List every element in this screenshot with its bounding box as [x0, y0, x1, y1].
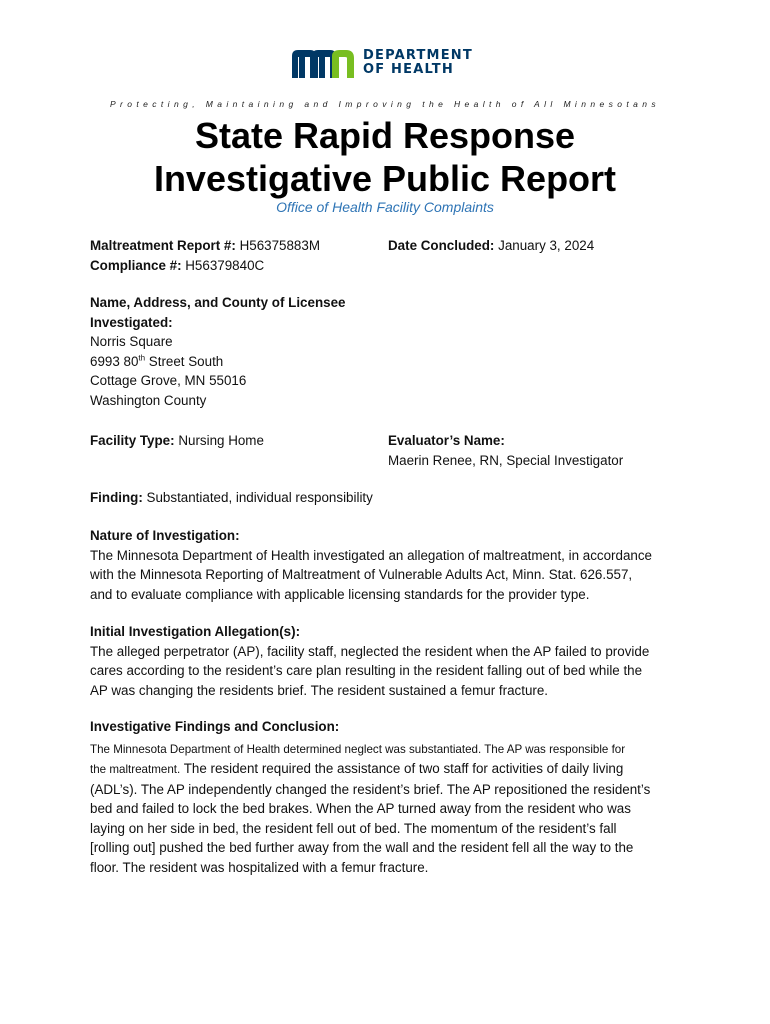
evaluator-value: Maerin Renee, RN, Special Investigator: [388, 452, 624, 468]
date-label: Date Concluded:: [388, 238, 495, 253]
logo-line-of-health: OF HEALTH: [363, 62, 454, 77]
maltreatment-report-field: [90, 236, 320, 256]
licensee-label-line-1: Name, Address, and County of Licensee: [90, 295, 346, 310]
allegation-heading: Initial Investigation Allegation(s):: [90, 624, 301, 639]
logo-wordmark: [363, 49, 483, 77]
licensee-block: [90, 293, 345, 410]
licensee-label-line-2: Investigated:: [90, 314, 173, 330]
licensee-city: Cottage Grove, MN 55016: [90, 373, 247, 388]
evaluator-label: Evaluator’s Name:: [388, 433, 505, 448]
paragraph-line: (ADL’s). The AP independently changed the resident’s brief. The AP repositioned the resident’s: [90, 781, 651, 797]
licensee-county: Washington County: [90, 392, 207, 408]
facility-type-value: Nursing Home: [178, 433, 264, 448]
report-title: [0, 114, 770, 200]
tagline: Protecting, Maintaining and Improving the Health of All Minnesotans: [109, 99, 661, 109]
paragraph-line: AP was changing the residents brief. The resident sustained a femur fracture.: [90, 682, 549, 698]
nature-heading: Nature of Investigation:: [90, 528, 240, 543]
licensee-name: Norris Square: [90, 334, 173, 349]
findings-heading: Investigative Findings and Conclusion:: [90, 719, 340, 734]
paragraph-line: The alleged perpetrator (AP), facility staff, neglected the resident when the AP failed to provide: [90, 643, 650, 659]
facility-type-label: Facility Type:: [90, 433, 175, 448]
compliance-value: H56379840C: [185, 258, 265, 273]
title-line-1: State Rapid Response: [194, 115, 576, 156]
paragraph-line: the maltreatment. The resident required the assistance of two staff for activities of daily living: [90, 761, 624, 776]
findings-section: [90, 717, 690, 877]
date-concluded-field: [388, 236, 594, 256]
date-value: January 3, 2024: [498, 238, 595, 253]
paragraph-line: floor. The resident was hospitalized with a femur fracture.: [90, 859, 429, 875]
paragraph-line: laying on her side in bed, the resident fell out of bed. The momentum of the resident’s fall: [90, 820, 617, 836]
nature-section: [90, 526, 690, 604]
title-line-2: Investigative Public Report: [153, 158, 617, 199]
paragraph-line: [rolling out] pushed the bed further away from the wall and the resident fell all the way to the: [90, 840, 634, 855]
finding-field: [90, 488, 373, 508]
paragraph-line: with the Minnesota Reporting of Maltreatment of Vulnerable Adults Act, Minn. Stat. 626.557,: [90, 567, 633, 582]
facility-type-field: [90, 431, 264, 451]
paragraph-line: The Minnesota Department of Health determined neglect was substantiated. The AP was responsible for: [90, 742, 626, 756]
paragraph-line: and to evaluate compliance with applicable licensing standards for the provider type.: [90, 586, 590, 602]
finding-label: Finding:: [90, 490, 143, 505]
maltreatment-value: H56375883M: [239, 238, 320, 253]
licensee-address: 6993 80th Street South: [90, 353, 224, 369]
maltreatment-label: Maltreatment Report #:: [90, 238, 236, 253]
report-subtitle: Office of Health Facility Complaints: [276, 199, 494, 215]
finding-value: Substantiated, individual responsibility: [146, 490, 373, 505]
mn-logo-mark-icon: [290, 48, 356, 80]
evaluator-field: [388, 431, 623, 470]
logo-line-department: DEPARTMENT: [363, 48, 473, 63]
paragraph-line: The Minnesota Department of Health investigated an allegation of maltreatment, in accordance: [90, 547, 652, 563]
paragraph-line: bed and failed to lock the bed brakes. When the AP turned away from the resident who was: [90, 801, 631, 816]
compliance-label: Compliance #:: [90, 258, 182, 273]
paragraph-line: cares according to the resident’s care plan resulting in the resident falling out of bed while the: [90, 663, 643, 678]
compliance-field: [90, 256, 264, 276]
allegation-section: [90, 622, 690, 700]
